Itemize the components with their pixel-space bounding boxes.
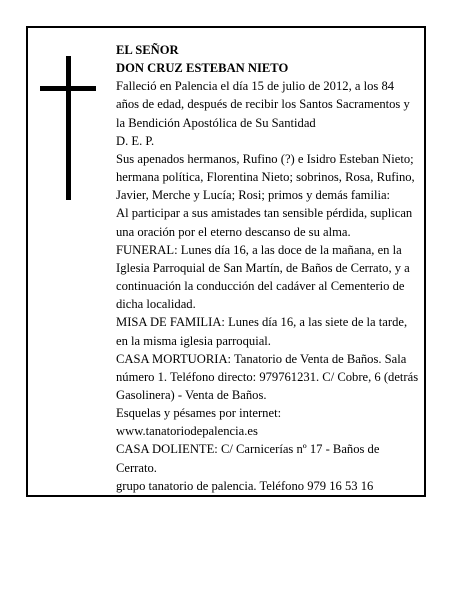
obituary-title-line-1: EL SEÑOR <box>116 43 179 57</box>
obituary-notice <box>26 26 426 497</box>
funeral-info: FUNERAL: Lunes día 16, a las doce de la mañana, en la Iglesia Parroquial de San Martín, de Baños de Cerrato, y a continuación la conducción del cadáver al Cementerio de dicha localidad. <box>116 242 410 312</box>
mortuary-house-info: CASA MORTUORIA: Tanatorio de Venta de Baños. Sala número 1. Teléfono directo: 979761231. C/ Cobre, 6 (detrás Gasolinera) - Venta de Baños. <box>116 351 419 402</box>
death-notice: Falleció en Palencia el día 15 de julio de 2012, a los 84 años de edad, después de recibir los Santos Sacramentos y la Bendición Apostólica de Su Santidad <box>116 79 410 130</box>
website-link[interactable]: www.tanatoriodepalencia.es <box>116 424 258 439</box>
rip-text: D. E. P. <box>116 133 155 148</box>
cross-horizontal-bar <box>40 86 96 91</box>
cross-icon <box>40 56 96 200</box>
deceased-name: DON CRUZ ESTEBAN NIETO <box>116 61 289 76</box>
family-list: Sus apenados hermanos, Rufino (?) e Isidro Esteban Nieto; hermana política, Florentina Nieto; sobrinos, Rosa, Rufino, Javier, Merche y Lucía; Rosi; primos y demás familia: <box>116 151 415 203</box>
prayer-request: Al participar a sus amistades tan sensible pérdida, suplican una oración por el eterno descanso de su alma. <box>116 206 413 239</box>
funeral-home-contact: grupo tanatorio de palencia. Teléfono 979 16 53 16 <box>116 478 374 493</box>
grieving-house-info: CASA DOLIENTE: C/ Carnicerías nº 17 - Baños de Cerrato. <box>116 442 380 475</box>
family-mass-info: MISA DE FAMILIA: Lunes día 16, a las siete de la tarde, en la misma iglesia parroquial. <box>116 315 408 348</box>
obituary-text <box>116 41 420 495</box>
internet-condolences-label: Esquelas y pésames por internet: <box>116 406 282 421</box>
cross-vertical-bar <box>66 56 71 200</box>
